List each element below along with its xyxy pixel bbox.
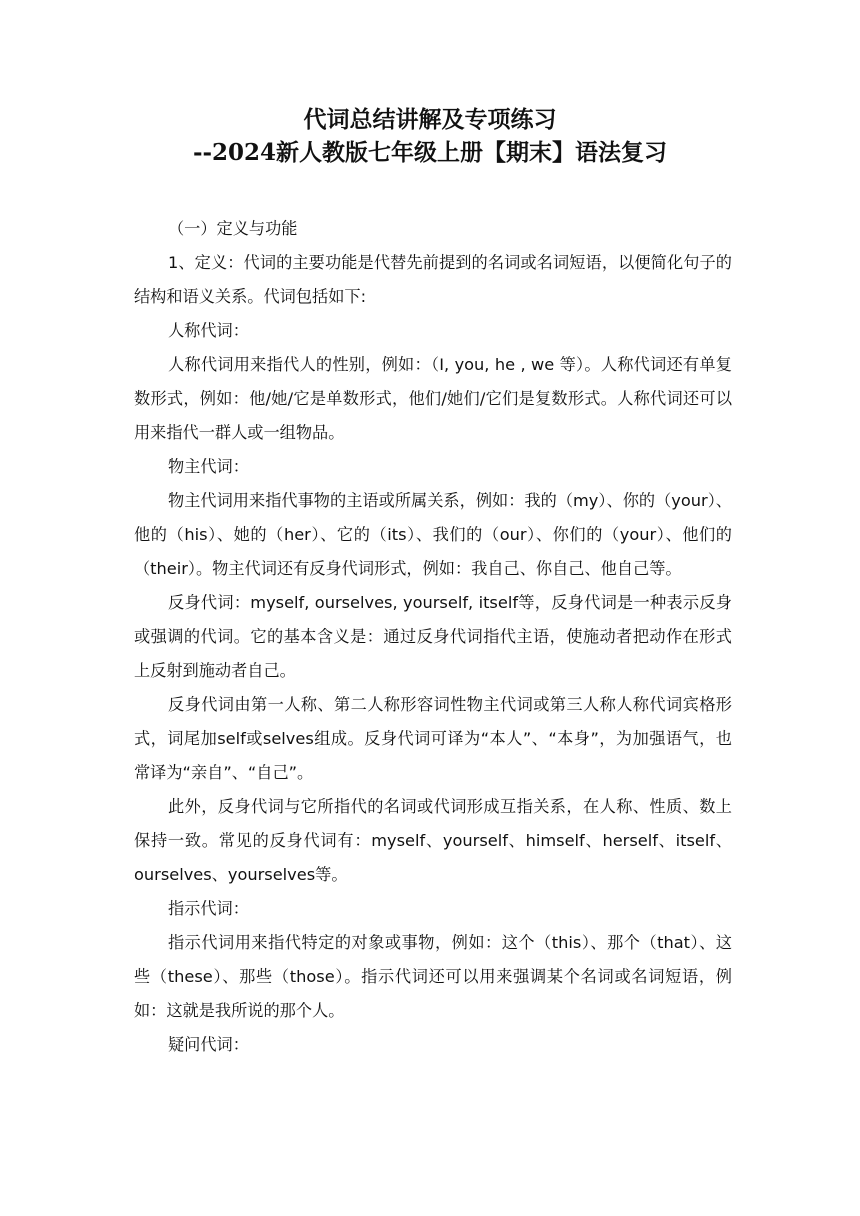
subheading-demonstrative-pronoun: 指示代词： [168,899,249,918]
section-heading: （一）定义与功能 [168,219,298,238]
paragraph-possessive-pronoun: 物主代词用来指代事物的主语或所属关系，例如：我的（my）、你的（your）、他的（his）、她的（her）、它的（its）、我们的（our）、你们的（your）、他们的（their）。物主代词还有反身代词形式，例如：我自己、你自己、他自己等。 [134,491,732,578]
subheading-interrogative-pronoun: 疑问代词： [168,1035,249,1054]
paragraph-reflexive-formation: 反身代词由第一人称、第二人称形容词性物主代词或第三人称人称代词宾格形式，词尾加self或selves组成。反身代词可译为“本人”、“本身”，为加强语气，也常译为“亲自”、“自己”。 [134,695,732,782]
document-body [134,212,732,1062]
document-subtitle: --2024新人教版七年级上册【期末】语法复习 [192,139,668,166]
paragraph-demonstrative-pronoun: 指示代词用来指代特定的对象或事物，例如：这个（this）、那个（that）、这些（these）、那些（those）。指示代词还可以用来强调某个名词或名词短语，例如：这就是我所说的那个人。 [134,933,732,1020]
subheading-possessive-pronoun: 物主代词： [168,457,249,476]
paragraph-personal-pronoun: 人称代词用来指代人的性别，例如：（I, you, he , we 等）。人称代词还有单复数形式，例如：他/她/它是单数形式，他们/她们/它们是复数形式。人称代词还可以用来指代一群人或一组物品。 [134,355,732,442]
subheading-personal-pronoun: 人称代词： [168,321,249,340]
paragraph-definition: 1、定义：代词的主要功能是代替先前提到的名词或名词短语，以便简化句子的结构和语义关系。代词包括如下: [134,253,732,306]
paragraph-reflexive-pronoun: 反身代词：myself, ourselves, yourself, itself等，反身代词是一种表示反身或强调的代词。它的基本含义是：通过反身代词指代主语，使施动者把动作在形式上反射到施动者自己。 [134,593,732,680]
document-title: 代词总结讲解及专项练习 [303,106,557,133]
paragraph-reflexive-agreement: 此外，反身代词与它所指代的名词或代词形成互指关系，在人称、性质、数上保持一致。常见的反身代词有：myself、yourself、himself、herself、itself、ourselves、yourselves等。 [134,797,732,884]
